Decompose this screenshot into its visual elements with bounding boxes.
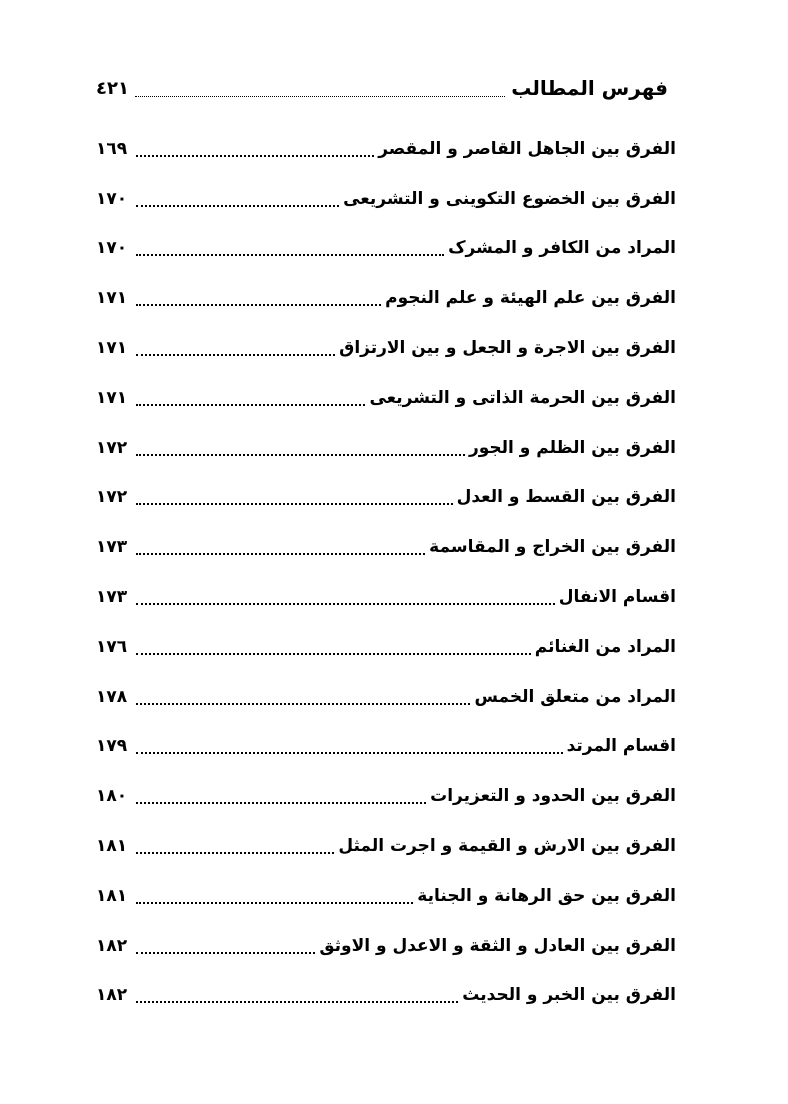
toc-entry-title: الفرق بين الجاهل القاصر و المقصر — [378, 138, 676, 159]
toc-entry-page: ١٧١ — [96, 288, 128, 309]
toc-entry-title: المراد من الغنائم — [534, 636, 676, 657]
toc-entry-page: ١٧٦ — [96, 636, 128, 657]
toc-entry-page: ١٧١ — [96, 338, 128, 359]
toc-dot-leader — [136, 155, 374, 157]
toc-entry-page: ١٧٠ — [96, 238, 128, 259]
toc-entry-page: ١٨١ — [96, 885, 128, 906]
toc-dot-leader — [136, 852, 334, 854]
toc-entry-page: ١٧٣ — [96, 537, 128, 558]
toc-dot-leader — [136, 503, 453, 505]
toc-entry — [96, 174, 676, 224]
toc-entry-title: الفرق بين الحدود و التعزيرات — [430, 786, 676, 807]
toc-entry — [96, 124, 676, 174]
toc-entry — [96, 572, 676, 622]
toc-entry-title: المراد من الكافر و المشرک — [448, 238, 676, 259]
toc-entry — [96, 821, 676, 871]
toc-dot-leader — [136, 205, 339, 207]
toc-entry-title: الفرق بين الحرمة الذاتى و التشريعى — [369, 387, 676, 408]
toc-dot-leader — [136, 952, 315, 954]
toc-dot-leader — [136, 752, 563, 754]
toc-dot-leader — [136, 653, 531, 655]
toc-dot-leader — [136, 802, 426, 804]
toc-entry — [96, 871, 676, 921]
toc-dot-leader — [136, 1001, 458, 1003]
header-dot-leader — [135, 96, 505, 97]
toc-entry — [96, 622, 676, 672]
toc-entry-title: اقسام الانفال — [558, 587, 676, 608]
toc-entry-page: ١٧٨ — [96, 686, 128, 707]
toc-entry-title: الفرق بين حق الرهانة و الجناية — [417, 885, 676, 906]
toc-dot-leader — [136, 454, 465, 456]
toc-entry-title: الفرق بين الظلم و الجور — [468, 437, 676, 458]
toc-dot-leader — [136, 254, 444, 256]
toc-entry-page: ١٧٢ — [96, 487, 128, 508]
table-of-contents — [96, 124, 676, 1020]
toc-entry-page: ١٧١ — [96, 387, 128, 408]
toc-entry-page: ١٧٠ — [96, 188, 128, 209]
page-header — [96, 66, 676, 110]
toc-entry-page: ١٦٩ — [96, 138, 128, 159]
toc-entry — [96, 473, 676, 523]
page-title: فهرس المطالب — [511, 76, 668, 100]
toc-entry-title: المراد من متعلق الخمس — [474, 686, 676, 707]
toc-entry — [96, 722, 676, 772]
toc-entry-page: ١٧٣ — [96, 587, 128, 608]
toc-entry-page: ١٨١ — [96, 836, 128, 857]
toc-entry-page: ١٧٩ — [96, 736, 128, 757]
toc-entry-page: ١٧٢ — [96, 437, 128, 458]
toc-entry-page: ١٨٢ — [96, 985, 128, 1006]
toc-entry-title: الفرق بين القسط و العدل — [456, 487, 676, 508]
toc-entry-title: الفرق بين الارش و القيمة و اجرت المثل — [338, 836, 676, 857]
toc-entry — [96, 373, 676, 423]
toc-entry — [96, 423, 676, 473]
toc-entry — [96, 971, 676, 1021]
toc-entry-title: الفرق بين العادل و الثقة و الاعدل و الاوثق — [319, 935, 676, 956]
toc-entry-page: ١٨٢ — [96, 935, 128, 956]
toc-entry — [96, 672, 676, 722]
toc-entry-title: الفرق بين الخبر و الحديث — [462, 985, 676, 1006]
toc-dot-leader — [136, 404, 365, 406]
toc-entry — [96, 224, 676, 274]
toc-entry-title: الفرق بين الخضوع التكوينى و التشريعى — [343, 188, 676, 209]
toc-dot-leader — [136, 703, 470, 705]
toc-entry-title: الفرق بين علم الهيئة و علم النجوم — [385, 288, 676, 309]
toc-dot-leader — [136, 553, 425, 555]
toc-entry — [96, 273, 676, 323]
toc-entry-title: الفرق بين الاجرة و الجعل و بين الارتزاق — [339, 338, 676, 359]
toc-entry-page: ١٨٠ — [96, 786, 128, 807]
toc-entry — [96, 921, 676, 971]
toc-entry — [96, 323, 676, 373]
toc-entry-title: الفرق بين الخراج و المقاسمة — [429, 537, 676, 558]
toc-dot-leader — [136, 354, 335, 356]
page-number: ٤٢١ — [96, 77, 129, 99]
toc-entry — [96, 771, 676, 821]
toc-dot-leader — [136, 902, 413, 904]
toc-dot-leader — [136, 603, 555, 605]
toc-entry-title: اقسام المرتد — [566, 736, 676, 757]
toc-dot-leader — [136, 304, 381, 306]
toc-entry — [96, 522, 676, 572]
